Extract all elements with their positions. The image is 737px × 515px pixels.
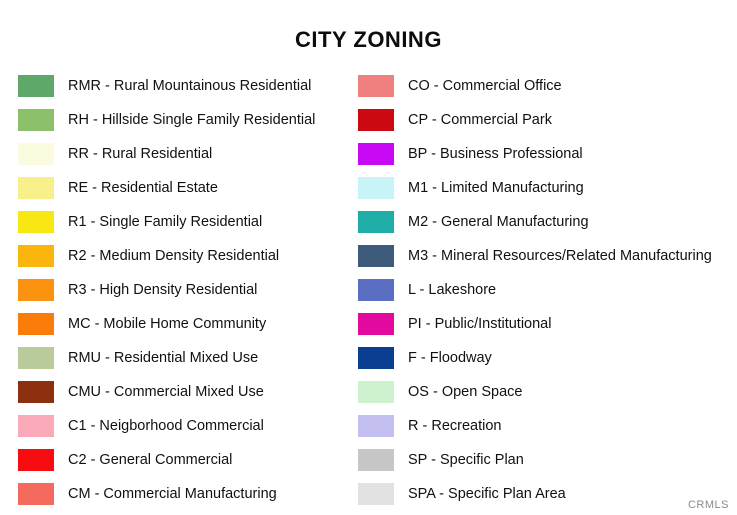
legend-item-label: M3 - Mineral Resources/Related Manufacturing [408, 248, 712, 264]
color-swatch-m1 [358, 177, 394, 199]
legend-item [358, 137, 737, 171]
legend-item [18, 307, 358, 341]
color-swatch-l [358, 279, 394, 301]
legend-item [18, 273, 358, 307]
legend-item-label: C1 - Neigborhood Commercial [68, 418, 264, 434]
legend-item-label: CO - Commercial Office [408, 78, 562, 94]
color-swatch-r1 [18, 211, 54, 233]
legend-item-label: L - Lakeshore [408, 282, 497, 298]
legend-item-label: PI - Public/Institutional [408, 316, 552, 332]
legend-item-label: F - Floodway [408, 350, 492, 366]
color-swatch-c1 [18, 415, 54, 437]
legend-item [18, 341, 358, 375]
color-swatch-m3 [358, 245, 394, 267]
legend-item-label: M1 - Limited Manufacturing [408, 180, 584, 196]
legend-item [358, 477, 737, 511]
legend-item [18, 103, 358, 137]
color-swatch-cp [358, 109, 394, 131]
legend-item [358, 171, 737, 205]
legend-item [18, 409, 358, 443]
legend-item-label: MC - Mobile Home Community [68, 316, 267, 332]
color-swatch-mc [18, 313, 54, 335]
color-swatch-f [358, 347, 394, 369]
legend-item-label: C2 - General Commercial [68, 452, 233, 468]
legend-item [18, 239, 358, 273]
legend-item-label: R - Recreation [408, 418, 502, 434]
legend-item-label: RMU - Residential Mixed Use [68, 350, 259, 366]
legend-item [18, 137, 358, 171]
color-swatch-cmu [18, 381, 54, 403]
color-swatch-re [18, 177, 54, 199]
legend-item-label: CP - Commercial Park [408, 112, 552, 128]
color-swatch-c2 [18, 449, 54, 471]
color-swatch-cm [18, 483, 54, 505]
legend-item [358, 443, 737, 477]
legend-item [18, 171, 358, 205]
color-swatch-rmu [18, 347, 54, 369]
legend-item [358, 69, 737, 103]
color-swatch-r3 [18, 279, 54, 301]
color-swatch-m2 [358, 211, 394, 233]
color-swatch-r [358, 415, 394, 437]
legend-column-left [0, 69, 358, 511]
legend-item [358, 103, 737, 137]
legend-item [18, 375, 358, 409]
legend-item-label: R3 - High Density Residential [68, 282, 258, 298]
color-swatch-co [358, 75, 394, 97]
legend-item-label: SP - Specific Plan [408, 452, 524, 468]
legend-item [358, 239, 737, 273]
legend-item [18, 443, 358, 477]
legend-item-label: CMU - Commercial Mixed Use [68, 384, 264, 400]
color-swatch-spa [358, 483, 394, 505]
legend-item-label: R1 - Single Family Residential [68, 214, 263, 230]
legend-item-label: CM - Commercial Manufacturing [68, 486, 277, 502]
watermark: CRMLS [687, 499, 729, 511]
color-swatch-sp [358, 449, 394, 471]
legend-item [358, 409, 737, 443]
color-swatch-pi [358, 313, 394, 335]
color-swatch-rr [18, 143, 54, 165]
legend-item [358, 307, 737, 341]
color-swatch-rmr [18, 75, 54, 97]
zoning-legend [0, 69, 737, 511]
legend-item [18, 69, 358, 103]
legend-item [18, 205, 358, 239]
legend-column-right [358, 69, 737, 511]
legend-item [18, 477, 358, 511]
legend-item [358, 273, 737, 307]
legend-item-label: RMR - Rural Mountainous Residential [68, 78, 312, 94]
color-swatch-os [358, 381, 394, 403]
legend-item [358, 375, 737, 409]
legend-item [358, 205, 737, 239]
legend-item [358, 341, 737, 375]
legend-item-label: R2 - Medium Density Residential [68, 248, 280, 264]
legend-item-label: SPA - Specific Plan Area [408, 486, 566, 502]
legend-item-label: RR - Rural Residential [68, 146, 213, 162]
legend-item-label: RH - Hillside Single Family Residential [68, 112, 316, 128]
legend-item-label: OS - Open Space [408, 384, 523, 400]
color-swatch-bp [358, 143, 394, 165]
color-swatch-r2 [18, 245, 54, 267]
legend-item-label: M2 - General Manufacturing [408, 214, 589, 230]
legend-item-label: BP - Business Professional [408, 146, 583, 162]
color-swatch-rh [18, 109, 54, 131]
page-title: CITY ZONING [295, 27, 442, 52]
legend-item-label: RE - Residential Estate [68, 180, 218, 196]
